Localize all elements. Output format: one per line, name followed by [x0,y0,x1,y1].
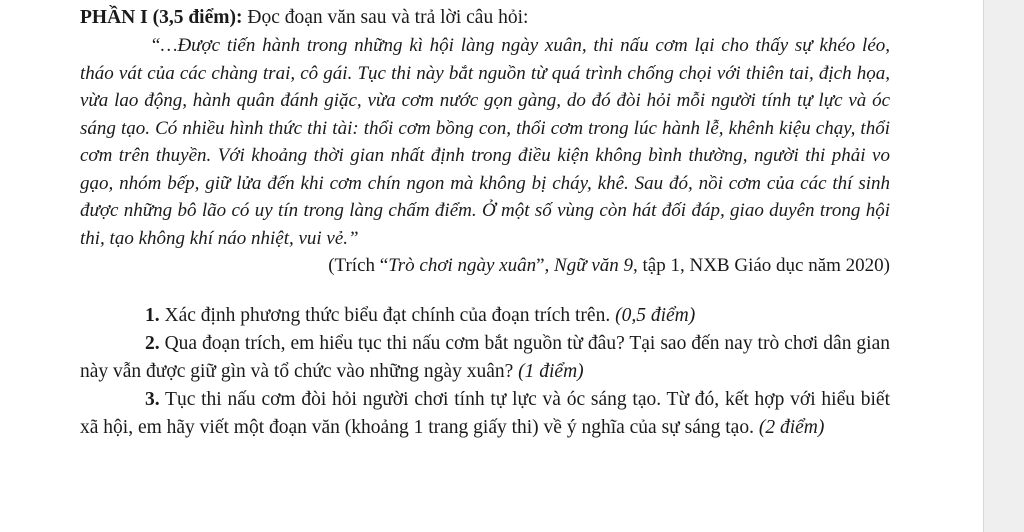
question-points: (2 điểm) [758,417,825,438]
source-suffix: , tập 1, NXB Giáo dục năm 2020) [633,255,890,276]
section-heading [80,4,890,32]
question-3 [80,386,890,442]
question-points: (0,5 điểm) [615,305,696,326]
question-points: (1 điểm) [518,361,584,382]
source-title: Trò chơi ngày xuân [388,255,537,276]
question-number: 1. [145,305,160,326]
question-1 [80,302,890,330]
spacer [80,280,890,302]
source-book: Ngữ văn 9 [554,255,634,276]
source-mid: ”, [536,255,555,276]
passage-source [80,252,890,280]
vertical-scrollbar[interactable] [983,0,1024,532]
question-text: Qua đoạn trích, em hiểu tục thi nấu cơm bắt nguồn từ đâu? Tại sao đến nay trò chơi dân gian này vẫn được giữ gìn và tổ chức vào những ngày xuân? [80,333,890,382]
section-instruction-text: Đọc đoạn văn sau và trả lời câu hỏi: [247,7,529,28]
question-2 [80,330,890,386]
question-number: 3. [145,389,160,410]
question-number: 2. [145,333,160,354]
document-content [80,4,890,442]
source-prefix: (Trích “ [328,255,389,276]
section-title: PHẦN I (3,5 điểm): [80,7,243,28]
question-text: Tục thi nấu cơm đòi hỏi người chơi tính tự lực và óc sáng tạo. Từ đó, kết hợp với hiểu biết xã hội, em hãy viết một đoạn văn (khoảng 1 trang giấy thi) về ý nghĩa của sự sáng tạo. [80,389,890,438]
question-text: Xác định phương thức biểu đạt chính của đoạn trích trên. [159,305,616,326]
passage-text: “…Được tiến hành trong những kì hội làng ngày xuân, thi nấu cơm lại cho thấy sự khéo léo, tháo vát của các chàng trai, cô gái. Tục thi này bắt nguồn từ quá trình chống chọi với thiên tai, địch họa, vừa lao động, hành quân đánh giặc, vừa cơm nước gọn gàng, do đó đòi hỏi mỗi người tính tự lực và óc sáng tạo. Có nhiều hình thức thi tài: thổi cơm bồng con, thổi cơm trong lúc hành lễ, khênh kiệu chạy, thổi cơm trên thuyền. Với khoảng thời gian nhất định trong điều kiện không bình thường, người thi phải vo gạo, nhóm bếp, giữ lửa đến khi cơm chín ngon mà không bị cháy, khê. Sau đó, nồi cơm của các thí sinh được những bô lão có uy tín trong làng chấm điểm. Ở một số vùng còn hát đối đáp, giao duyên trong hội thi, tạo không khí náo nhiệt, vui vẻ.” [80,35,890,249]
